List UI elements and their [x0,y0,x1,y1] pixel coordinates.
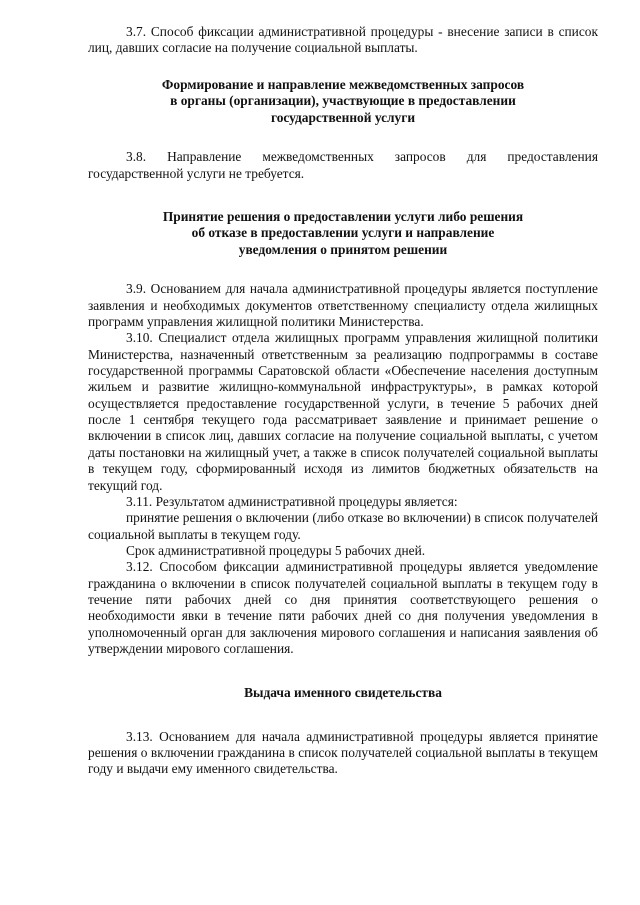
paragraph-3-8: 3.8. Направление межведомственных запросов для предоставления государственной услуги не требуется. [88,149,598,181]
paragraph-3-12: 3.12. Способом фиксации административной процедуры является уведомление гражданина о включении в список получателей социальной выплаты в текущем году в течение пяти рабочих дней со дня принятия соответствующего решения о необходимости явки в течение пяти рабочих дней со дня получения уведомления в уполномоченный орган для заключения мирового соглашения и написания заявления об утверждении мирового соглашения. [88,559,598,656]
paragraph-3-7: 3.7. Способ фиксации административной процедуры - внесение записи в список лиц, давших согласие на получение социальной выплаты. [88,24,598,56]
section-heading-certificate [88,685,598,702]
heading-line-2: в органы (организации), участвующие в предоставлении [170,93,516,109]
document-page [88,24,598,778]
paragraph-3-13: 3.13. Основанием для начала административной процедуры является принятие решения о включении гражданина в список получателей социальной выплаты в текущем году и выдачи ему именного свидетельства. [88,728,598,777]
paragraph-3-11: 3.11. Результатом административной процедуры является: [126,493,458,509]
paragraph-3-11-term: Срок административной процедуры 5 рабочих дней. [126,542,426,558]
heading-line-2: об отказе в предоставлении услуги и направление [191,225,495,241]
heading-line-1: Принятие решения о предоставлении услуги либо решения [162,208,524,224]
paragraph-3-9: 3.9. Основанием для начала административной процедуры является поступление заявления и необходимых документов ответственному специалисту отдела жилищных программ управления жилищной политики Министерства. [88,281,598,330]
paragraph-3-11-result: принятие решения о включении (либо отказе во включении) в список получателей социальной выплаты в текущем году. [88,510,598,542]
section-heading-interagency-requests [88,77,598,127]
heading-line-1: Формирование и направление межведомственных запросов [161,76,525,92]
section-heading-decision [88,209,598,259]
heading-line: Выдача именного свидетельства [244,685,442,701]
paragraph-3-10: 3.10. Специалист отдела жилищных программ управления жилищной политики Министерства, назначенный ответственным за реализацию подпрограммы в составе государственной программы Саратовской области «Обеспечение населения доступным жильем и развитие жилищно-коммунальной инфраструктуры», в рамках которой осуществляется предоставление государственной услуги, в течение 5 рабочих дней после 1 сентября текущего года рассматривает заявление и принимает решение о включении в список лиц, давших согласие на получение социальной выплаты, с учетом даты постановки на жилищный учет, а также в список получателей социальной выплаты в текущем году, сформированный исходя из лимитов бюджетных обязательств на текущий год. [88,330,598,493]
heading-line-3: уведомления о принятом решении [238,241,448,257]
heading-line-3: государственной услуги [270,109,416,125]
